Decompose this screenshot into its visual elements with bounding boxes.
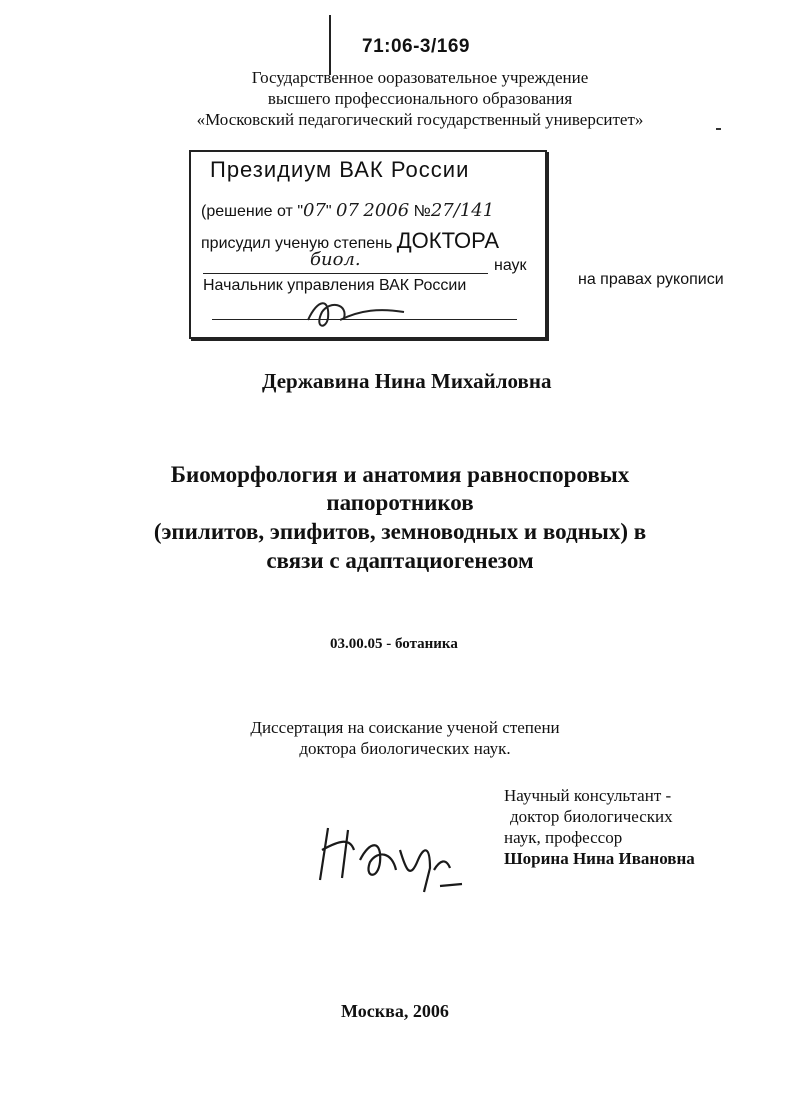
title-line-3: (эпилитов, эпифитов, земноводных и водных) в [153, 519, 647, 544]
decision-day: 07 [303, 200, 326, 221]
consultant-line-1: Научный консультант - [504, 786, 672, 805]
title-line-2: папоротников [326, 490, 474, 515]
document-code: 71:06-3/169 [362, 36, 470, 57]
field-underline [203, 272, 488, 274]
decision-month: 07 [336, 200, 359, 221]
decision-year: 2006 [363, 200, 410, 221]
stamp-head: Начальник управления ВАК России [203, 277, 467, 294]
science-suffix: наук [494, 257, 527, 274]
decision-number: 27/141 [430, 200, 495, 221]
author-signature [300, 810, 470, 900]
consultant-name: Шорина Нина Ивановна [504, 849, 695, 868]
speck [716, 128, 721, 130]
stamp-signature [300, 290, 410, 335]
institution-line-1: Государственное ооразовательное учреждение [251, 68, 589, 87]
degree: ДОКТОРА [396, 228, 500, 253]
decision-number-label: № [413, 203, 431, 220]
dissertation-line-1: Диссертация на соискание ученой степени [250, 718, 560, 737]
specialty: 03.00.05 - ботаника [330, 636, 458, 652]
dissertation-line-2: доктора биологических наук. [299, 739, 511, 758]
city-year: Москва, 2006 [341, 1001, 449, 1021]
awarded-prefix: присудил ученую степень [201, 235, 393, 252]
stamp-title: Президиум ВАК России [210, 157, 470, 182]
institution-line-3: «Московский педагогический государственный университет» [196, 110, 644, 129]
author-name: Державина Нина Михайловна [262, 369, 552, 393]
rights-note: на правах рукописи [578, 271, 724, 288]
stamp-decision: (решение от "07" 07 2006 №27/141 [201, 200, 495, 221]
title-line-1: Биоморфология и анатомия равноспоровых [170, 462, 630, 487]
consultant-line-3: наук, профессор [504, 828, 623, 847]
institution-line-2: высшего профессионального образования [267, 89, 573, 108]
science-field: биол. [310, 249, 361, 270]
consultant-line-2: доктор биологических [510, 807, 673, 826]
decision-prefix: (решение от [201, 203, 293, 220]
margin-rule [329, 15, 331, 75]
title-line-4: связи с адаптациогенезом [266, 548, 534, 573]
